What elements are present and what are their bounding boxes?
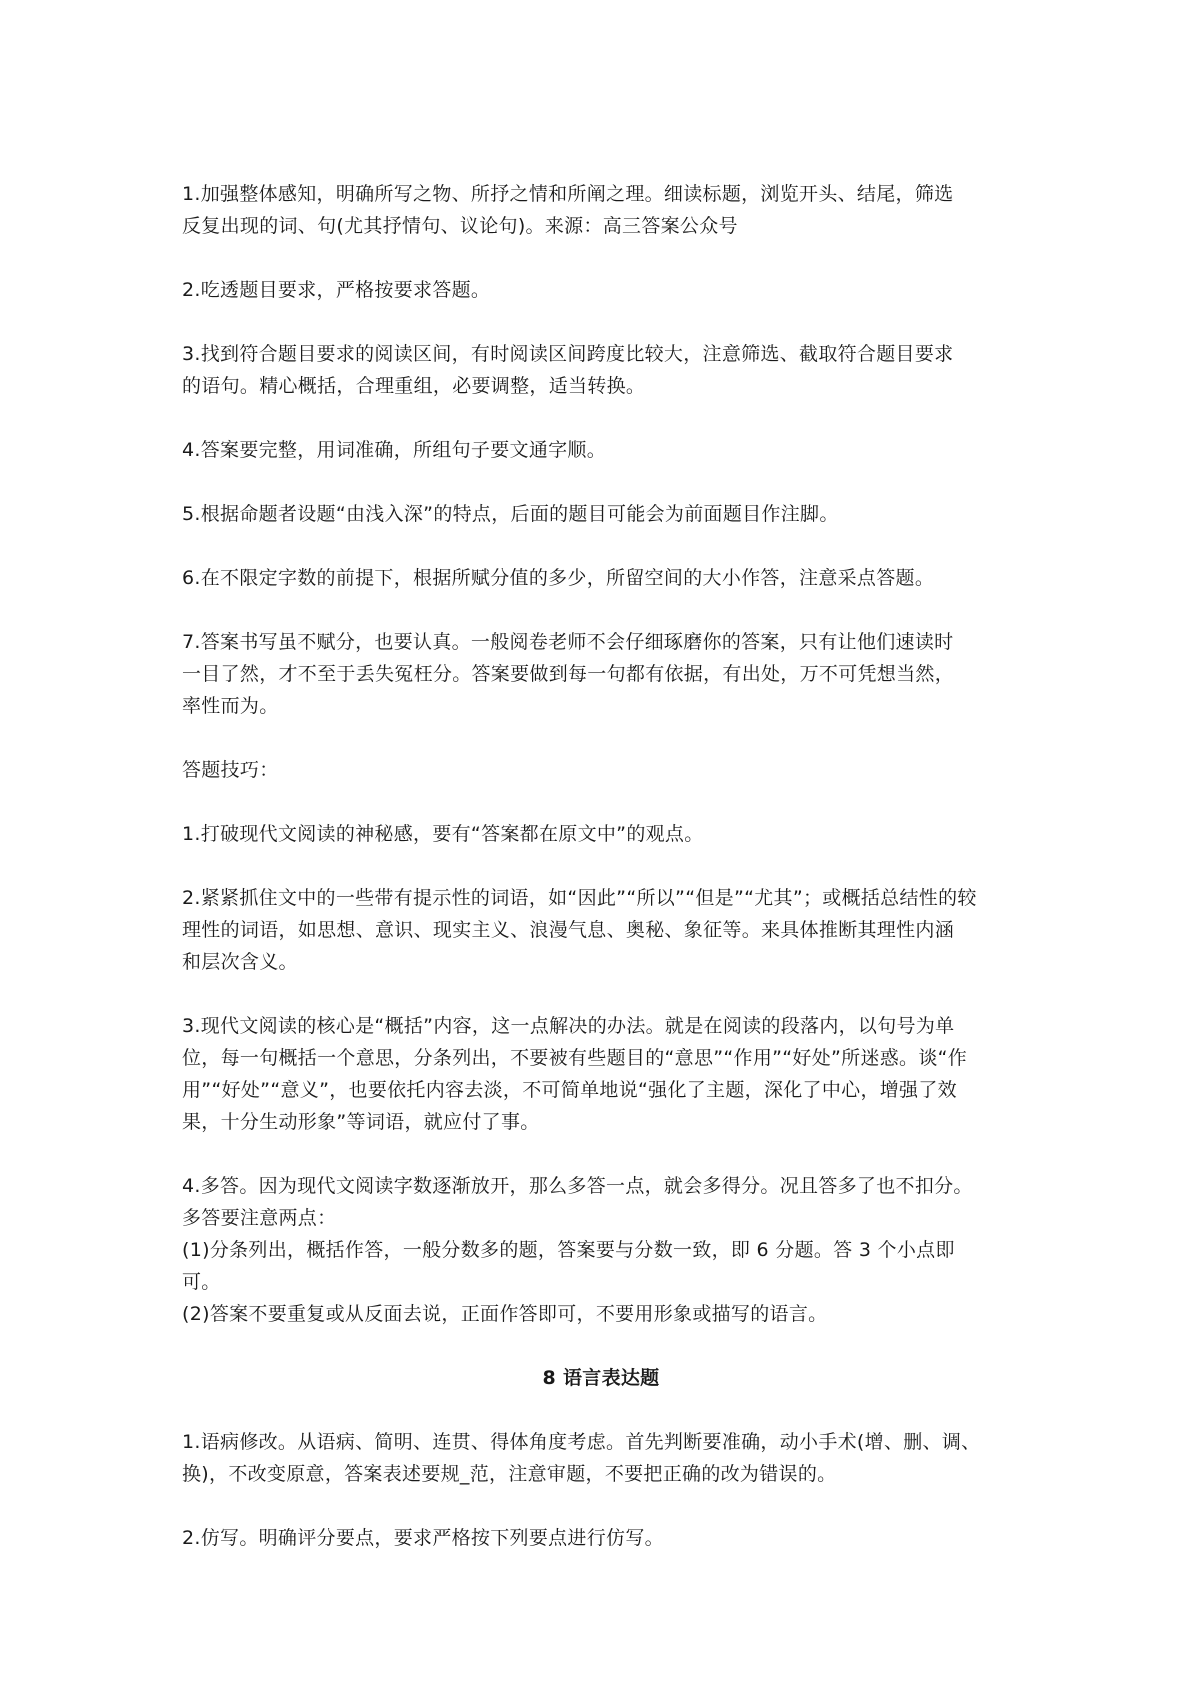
skills-title: 答题技巧：: [182, 759, 279, 781]
text-line: 3.找到符合题目要求的阅读区间，有时阅读区间跨度比较大，注意筛选、截取符合题目要求: [182, 343, 954, 365]
text-line: 反复出现的词、句(尤其抒情句、议论句)。来源：高三答案公众号: [182, 215, 738, 237]
text-line: 率性而为。: [182, 695, 279, 717]
text-line: 位，每一句概括一个意思，分条列出，不要被有些题目的“意思”“作用”“好处”所迷惑。谈“作: [182, 1047, 968, 1069]
text-line: 多答要注意两点：: [182, 1207, 337, 1229]
section-heading: 8 语言表达题: [542, 1367, 660, 1389]
text-line: 换)，不改变原意，答案表述要规_范，注意审题，不要把正确的改为错误的。: [182, 1463, 837, 1485]
text-line: 3.现代文阅读的核心是“概括”内容，这一点解决的办法。就是在阅读的段落内，以句号为单: [182, 1015, 955, 1037]
paragraph-7: [182, 626, 1020, 722]
text-line: 一目了然，才不至于丢失冤枉分。答案要做到每一句都有依据，有出处，万不可凭想当然，: [182, 663, 955, 685]
skill-paragraph-2: [182, 882, 1020, 978]
text-line: 5.根据命题者设题“由浅入深”的特点，后面的题目可能会为前面题目作注脚。: [182, 503, 839, 525]
paragraph-6: [182, 562, 1020, 594]
text-line: 7.答案书写虽不赋分，也要认真。一般阅卷老师不会仔细琢磨你的答案，只有让他们速读时: [182, 631, 954, 653]
text-line: 1.打破现代文阅读的神秘感，要有“答案都在原文中”的观点。: [182, 823, 704, 845]
text-line: 2.吃透题目要求，严格按要求答题。: [182, 279, 491, 301]
text-line: 可。: [182, 1271, 221, 1293]
skill-paragraph-4: [182, 1170, 1020, 1330]
skill-paragraph-3: [182, 1010, 1020, 1138]
paragraph-3: [182, 338, 1020, 402]
text-line: (1)分条列出，概括作答，一般分数多的题，答案要与分数一致，即 6 分题。答 3 个小点即: [182, 1239, 955, 1261]
expression-paragraph-1: [182, 1426, 1020, 1490]
text-line: (2)答案不要重复或从反面去说，正面作答即可，不要用形象或描写的语言。: [182, 1303, 828, 1325]
text-line: 1.语病修改。从语病、简明、连贯、得体角度考虑。首先判断要准确，动小手术(增、删、调、: [182, 1431, 981, 1453]
text-line: 用”“好处”“意义”，也要依托内容去淡，不可简单地说“强化了主题，深化了中心，增强了效: [182, 1079, 957, 1101]
text-line: 果，十分生动形象”等词语，就应付了事。: [182, 1111, 540, 1133]
text-line: 2.仿写。明确评分要点，要求严格按下列要点进行仿写。: [182, 1527, 664, 1549]
text-line: 的语句。精心概括，合理重组，必要调整，适当转换。: [182, 375, 646, 397]
text-line: 理性的词语，如思想、意识、现实主义、浪漫气息、奥秘、象征等。来具体推断其理性内涵: [182, 919, 955, 941]
paragraph-5: [182, 498, 1020, 530]
text-line: 2.紧紧抓住文中的一些带有提示性的词语，如“因此”“所以”“但是”“尤其”；或概括总结性的较: [182, 887, 977, 909]
expression-paragraph-2: [182, 1522, 1020, 1554]
paragraph-4: [182, 434, 1020, 466]
skill-paragraph-1: [182, 818, 1020, 850]
text-line: 6.在不限定字数的前提下，根据所赋分值的多少，所留空间的大小作答，注意采点答题。: [182, 567, 935, 589]
text-line: 4.多答。因为现代文阅读字数逐渐放开，那么多答一点，就会多得分。况且答多了也不扣分。: [182, 1175, 973, 1197]
text-line: 和层次含义。: [182, 951, 298, 973]
text-line: 1.加强整体感知，明确所写之物、所抒之情和所阐之理。细读标题，浏览开头、结尾，筛选: [182, 183, 954, 205]
paragraph-2: [182, 274, 1020, 306]
paragraph-1: [182, 178, 1020, 242]
document-page: [182, 178, 1020, 1554]
text-line: 4.答案要完整，用词准确，所组句子要文通字顺。: [182, 439, 607, 461]
